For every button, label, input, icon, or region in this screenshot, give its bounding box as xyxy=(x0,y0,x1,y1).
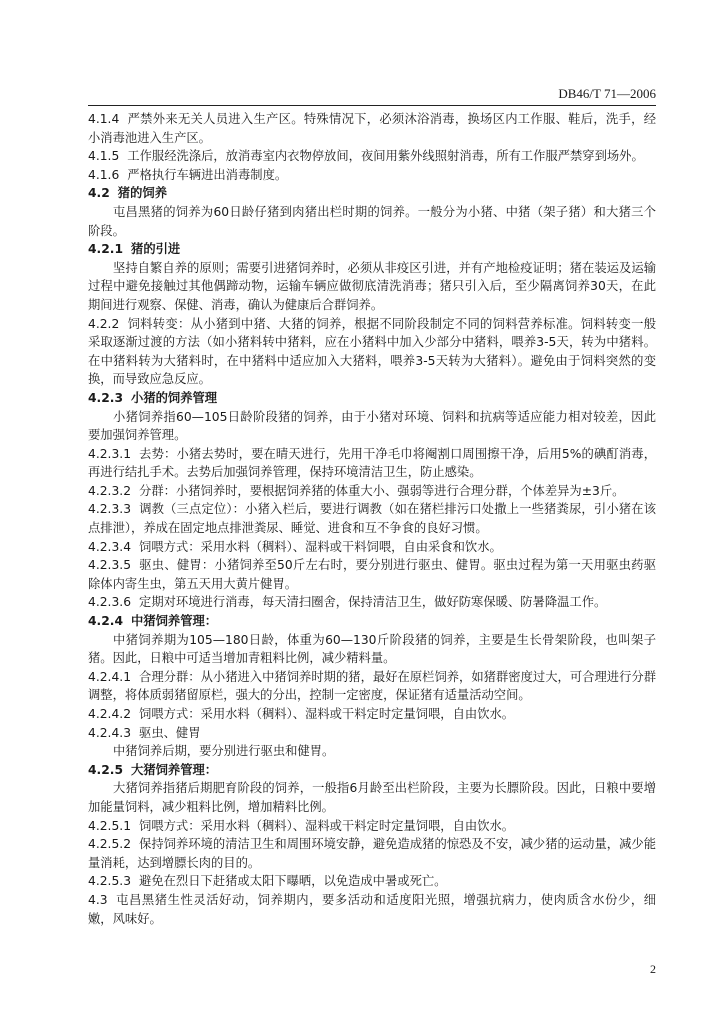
header-rule xyxy=(88,105,656,106)
clause-number: 4.2.5.2 xyxy=(88,837,132,852)
clause-number: 4.2.3.3 xyxy=(88,502,132,517)
paragraph xyxy=(88,110,656,147)
clause-number: 4.2 xyxy=(88,186,110,201)
section-heading xyxy=(88,184,656,203)
paragraph-text: 猪的饲养 xyxy=(117,186,167,201)
paragraph xyxy=(88,817,656,836)
section-heading xyxy=(88,389,656,408)
paragraph xyxy=(88,779,656,816)
clause-number: 4.2.3.2 xyxy=(88,483,132,498)
paragraph-text: 分群：小猪饲养时，要根据饲养猪的体重大小、强弱等进行合理分群，个体差异为±3斤。 xyxy=(139,483,625,498)
paragraph-text: 合理分群：从小猪进入中猪饲养时期的猪，最好在原栏饲养，如猪群密度过大，可合理进行分群调整，将体质弱猪留原栏，强大的分出，控制一定密度，保证猪有适量活动空间。 xyxy=(88,669,656,703)
paragraph-text: 严禁外来无关人员进入生产区。特殊情况下，必须沐浴消毒，换场区内工作服、鞋后，洗手，经小消毒池进入生产区。 xyxy=(88,112,656,145)
clause-number: 4.2.5.3 xyxy=(88,874,132,889)
paragraph xyxy=(88,500,656,537)
clause-number: 4.2.5 xyxy=(88,762,124,777)
paragraph-text: 饲喂方式：采用水料（稠料）、湿料或干料定时定量饲喂，自由饮水。 xyxy=(139,707,515,721)
section-heading xyxy=(88,761,656,780)
clause-number: 4.2.2 xyxy=(88,316,120,331)
paragraph xyxy=(88,631,656,668)
clause-number: 4.2.4.1 xyxy=(88,669,132,684)
clause-number: 4.2.5.1 xyxy=(88,818,132,833)
clause-number: 4.2.1 xyxy=(88,242,124,257)
paragraph xyxy=(88,835,656,872)
paragraph-text: 饲料转变：从小猪到中猪、大猪的饲养，根据不同阶段制定不同的饲料营养标准。饲料转变一般采取逐渐过渡的方法（如小猪料转中猪料，应在小猪料中加入少部分中猪料，喂养3-5天，转为中猪料。在中猪料转为大猪料时，在中猪料中适应加入大猪料，喂养3-5天转为大猪料）。避免由于饲料突然的变换，而导致应急反应。 xyxy=(88,316,656,387)
paragraph-text: 中猪饲养管理： xyxy=(131,614,218,629)
paragraph-text: 避免在烈日下赶猪或太阳下曝晒，以免造成中暑或死亡。 xyxy=(139,874,447,889)
paragraph xyxy=(88,408,656,445)
page-number: 2 xyxy=(650,962,656,976)
paragraph-text: 严格执行车辆进出消毒制度。 xyxy=(127,167,288,182)
paragraph xyxy=(88,593,656,612)
paragraph-text: 驱虫、健胃 xyxy=(139,725,201,740)
paragraph xyxy=(88,147,656,166)
clause-number: 4.2.4.3 xyxy=(88,725,132,740)
paragraph-text: 小猪的饲养管理 xyxy=(131,390,218,405)
paragraph xyxy=(88,872,656,891)
clause-number: 4.2.3.4 xyxy=(88,539,132,554)
paragraph-text: 大猪饲养指猪后期肥育阶段的饲养，一般指6月龄至出栏阶段，主要为长膘阶段。因此，日粮中要增加能量饲料，减少粗料比例，增加精料比例。 xyxy=(88,781,656,814)
paragraph-text: 饲喂方式：采用水料（稠料）、湿料或干料饲喂，自由采食和饮水。 xyxy=(139,539,502,554)
clause-number: 4.2.3.5 xyxy=(88,558,132,573)
paragraph-text: 坚持自繁自养的原则；需要引进猪饲养时，必须从非疫区引进，并有产地检疫证明；猪在装运及运输过程中避免接触过其他偶蹄动物，运输车辆应做彻底清洗消毒；猪只引入后，至少隔离饲养30天，在此期间进行观察、保健、消毒，确认为健康后合群饲养。 xyxy=(88,260,656,312)
clause-number: 4.2.4 xyxy=(88,614,124,629)
document-code: DB46/T 71—2006 xyxy=(558,86,656,101)
clause-number: 4.1.5 xyxy=(88,149,120,164)
paragraph-text: 饲喂方式：采用水料（稠料）、湿料或干料定时定量饲喂，自由饮水。 xyxy=(139,818,515,833)
clause-number: 4.3 xyxy=(88,892,108,907)
clause-number: 4.2.4.2 xyxy=(88,707,132,721)
paragraph xyxy=(88,445,656,482)
paragraph-text: 去势：小猪去势时，要在晴天进行，先用干净毛巾将阉割口周围擦干净，后用5%的碘酊消毒，再进行结扎手术。去势后加强饲养管理，保持环境清洁卫生，防止感染。 xyxy=(88,446,656,480)
paragraph-text: 定期对环境进行消毒，每天清扫圈舍，保持清洁卫生，做好防寒保暖、防暑降温工作。 xyxy=(139,595,607,610)
paragraph xyxy=(88,556,656,593)
paragraph-text: 中猪饲养期为105—180日龄，体重为60—130斤阶段猪的饲养，主要是生长骨架阶段，也叫架子猪。因此，日粮中可适当增加青粗料比例，减少精料量。 xyxy=(88,632,656,666)
paragraph xyxy=(88,891,656,928)
paragraph-text: 小猪饲养指60—105日龄阶段猪的饲养，由于小猪对环境、饲料和抗病等适应能力相对较差，因此要加强饲养管理。 xyxy=(88,409,656,443)
paragraph xyxy=(88,742,656,761)
paragraph xyxy=(88,705,656,724)
clause-number: 4.2.3.6 xyxy=(88,595,132,610)
section-heading xyxy=(88,612,656,631)
paragraph xyxy=(88,315,656,389)
paragraph-text: 调教（三点定位）：小猪入栏后，要进行调教（如在猪栏排污口处撒上一些猪粪尿，引小猪在该点排泄），养成在固定地点排泄粪尿、睡觉、进食和互不争食的良好习惯。 xyxy=(88,502,656,536)
paragraph-text: 屯昌黑猪的饲养为60日龄仔猪到肉猪出栏时期的饲养。一般分为小猪、中猪（架子猪）和大猪三个阶段。 xyxy=(88,204,656,238)
paragraph xyxy=(88,259,656,315)
clause-number: 4.2.3.1 xyxy=(88,446,132,461)
paragraph xyxy=(88,724,656,743)
paragraph xyxy=(88,668,656,705)
paragraph-text: 驱虫、健胃：小猪饲养至50斤左右时，要分别进行驱虫、健胃。驱虫过程为第一天用驱虫药驱除体内寄生虫，第五天用大黄片健胃。 xyxy=(88,558,656,591)
paragraph xyxy=(88,482,656,501)
paragraph xyxy=(88,203,656,240)
paragraph xyxy=(88,166,656,185)
document-body xyxy=(88,110,656,928)
clause-number: 4.1.6 xyxy=(88,167,120,182)
paragraph-text: 猪的引进 xyxy=(131,242,181,257)
clause-number: 4.2.3 xyxy=(88,390,124,405)
paragraph xyxy=(88,538,656,557)
paragraph-text: 中猪饲养后期，要分别进行驱虫和健胃。 xyxy=(113,744,335,759)
paragraph-text: 屯昌黑猪生性灵活好动，饲养期内，要多活动和适度阳光照，增强抗病力，使肉质含水份少，细嫩，风味好。 xyxy=(88,892,656,926)
section-heading xyxy=(88,240,656,259)
paragraph-text: 大猪饲养管理： xyxy=(131,762,218,777)
clause-number: 4.1.4 xyxy=(88,112,120,126)
paragraph-text: 工作服经洗涤后，放消毒室内衣物停放间，夜间用紫外线照射消毒，所有工作服严禁穿到场外。 xyxy=(127,149,644,164)
paragraph-text: 保持饲养环境的清洁卫生和周围环境安静，避免造成猪的惊恐及不安，减少猪的运动量，减少能量消耗，达到增膘长肉的目的。 xyxy=(88,837,656,870)
